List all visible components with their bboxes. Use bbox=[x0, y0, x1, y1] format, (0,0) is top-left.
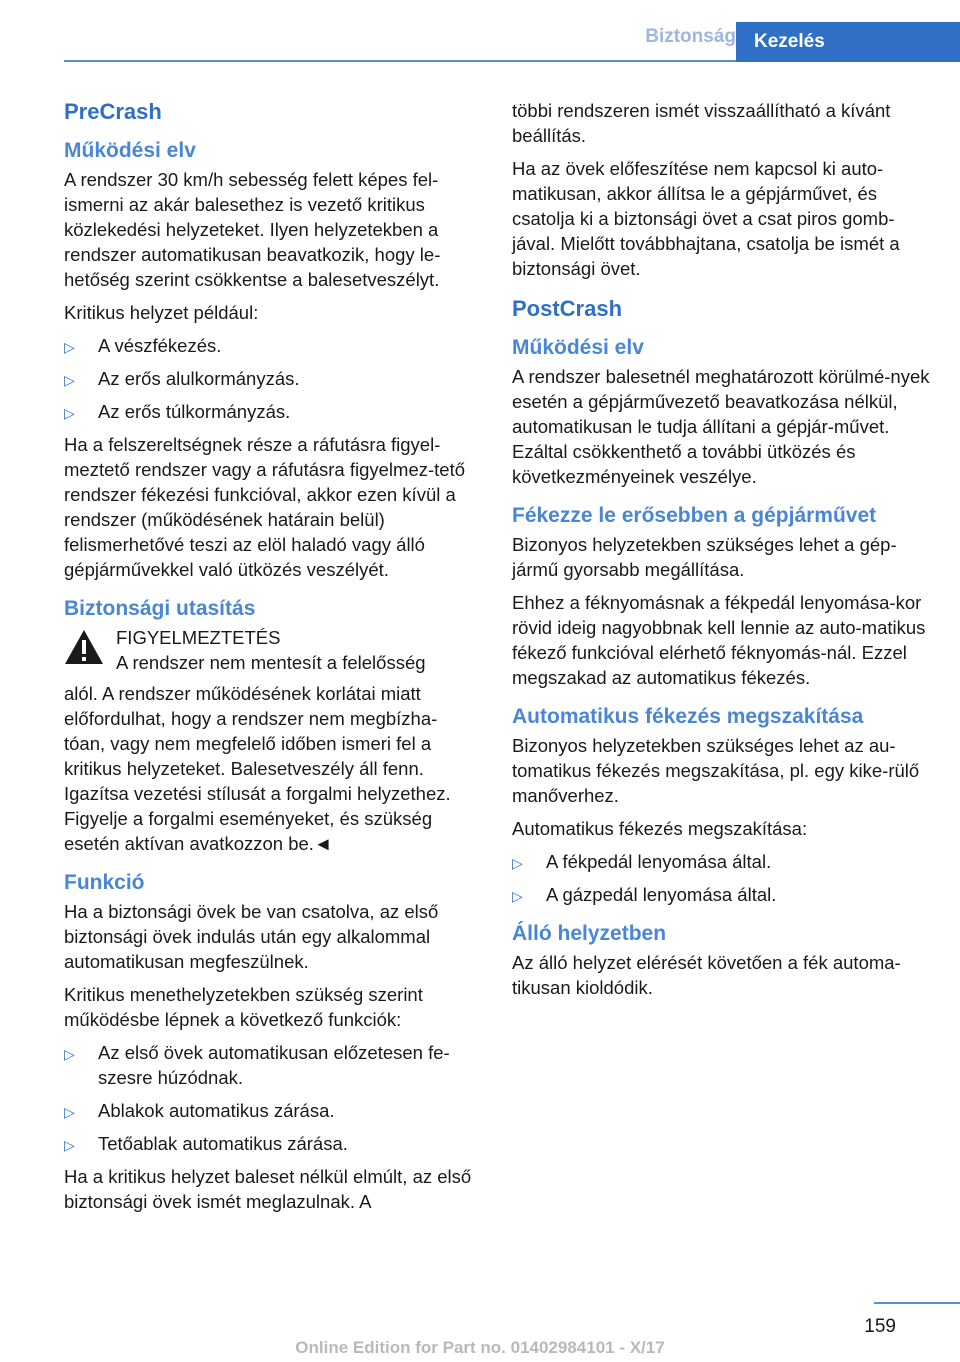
abort-braking-heading: Automatikus fékezés megszakítása bbox=[512, 705, 864, 728]
postcrash-working-text: A rendszer balesetnél meghatározott körülmé-nyek esetén a gépjárművezető beavatkozása nélkül, automatikusan le tudja állítani a gépjár-művet. Ezáltal csökkenthető a további ütközés és következményeinek veszélye. bbox=[512, 366, 930, 487]
working-principle-text: A rendszer 30 km/h sebesség felett képes fel-ismerni az akár balesethez is vezető kritikus közlekedési helyzeteket. Ilyen helyzetekben a rendszer automatikusan beavatkozik, hogy le-hetőség szerint csökkentse a balesetveszélyt. bbox=[64, 169, 441, 290]
bullet-triangle-icon: ▷ bbox=[64, 1104, 75, 1120]
list-item: ▷ A vészfékezés. bbox=[64, 333, 478, 358]
brake-harder-heading: Fékezze le erősebben a gépjárművet bbox=[512, 504, 877, 527]
abort-text: Bizonyos helyzetekben szükséges lehet az au-tomatikus fékezés megszakítása, pl. egy kike-rülő manőverhez. bbox=[512, 735, 920, 806]
postcrash-heading: PostCrash bbox=[512, 296, 623, 321]
emergency-list bbox=[64, 1040, 478, 1156]
critical-intro: Kritikus helyzet például: bbox=[64, 302, 259, 323]
bullet-triangle-icon: ▷ bbox=[64, 1046, 75, 1062]
function-heading: Funkció bbox=[64, 871, 145, 894]
equipment-text: Ha a felszereltségnek része a ráfutásra figyel-meztető rendszer vagy a ráfutásra figyelmez-tető rendszer fékezési funkcióval, akkor ezen kívül a rendszer (működésének határain belül) felismerhetővé teszi az elöl haladó vagy álló gépjárművekkel való ütközés veszélyét. bbox=[64, 434, 466, 580]
list-item: ▷ A fékpedál lenyomása által. bbox=[512, 849, 930, 874]
abort-list bbox=[512, 849, 930, 907]
critical-list bbox=[64, 333, 478, 424]
emergency-intro: Kritikus menethelyzetekben szükség szerint működésbe lépnek a következő funkciók: bbox=[64, 984, 423, 1030]
working-principle-heading-2: Működési elv bbox=[512, 336, 644, 359]
page-number: 159 bbox=[864, 1316, 896, 1337]
left-column bbox=[64, 98, 478, 1222]
working-principle-heading: Működési elv bbox=[64, 139, 196, 162]
safety-heading: Biztonsági utasítás bbox=[64, 597, 256, 620]
list-item: ▷ Tetőablak automatikus zárása. bbox=[64, 1131, 478, 1156]
warning-triangle-icon bbox=[64, 629, 104, 665]
bullet-triangle-icon: ▷ bbox=[64, 339, 75, 355]
header-chapter-tab[interactable]: Kezelés bbox=[736, 22, 960, 62]
bullet-triangle-icon: ▷ bbox=[64, 1137, 75, 1153]
list-item: ▷ A gázpedál lenyomása által. bbox=[512, 882, 930, 907]
warning-text: alól. A rendszer működésének korlátai miatt előfordulhat, hogy a rendszer nem megbízha-tóan, vagy nem megfelelő időben ismeri fel a kritikus helyzeteket. Balesetveszély áll fenn. Igazítsa vezetési stílusát a forgalmi helyzethez. Figyelje a forgalmi eseményeket, és szükség esetén aktívan avatkozzon be.◄ bbox=[64, 683, 451, 854]
brake-text-1: Bizonyos helyzetekben szükséges lehet a gép-jármű gyorsabb megállítása. bbox=[512, 534, 897, 580]
bullet-triangle-icon: ▷ bbox=[64, 372, 75, 388]
after-text: Ha a kritikus helyzet baleset nélkül elmúlt, az első biztonsági övek ismét meglazulnak. A bbox=[64, 1166, 472, 1212]
list-item: ▷ Ablakok automatikus zárása. bbox=[64, 1098, 478, 1123]
standstill-heading: Álló helyzetben bbox=[512, 922, 667, 945]
continuation-text: többi rendszeren ismét visszaállítható a kívánt beállítás. bbox=[512, 100, 891, 146]
footer-edition: Online Edition for Part no. 01402984101 - X/17 bbox=[295, 1338, 665, 1357]
right-column bbox=[512, 98, 930, 1008]
bullet-triangle-icon: ▷ bbox=[512, 855, 523, 871]
list-item: ▷ Az erős alulkormányzás. bbox=[64, 366, 478, 391]
abort-intro: Automatikus fékezés megszakítása: bbox=[512, 818, 808, 839]
page-number-rule bbox=[874, 1302, 960, 1304]
list-item: ▷ Az erős túlkormányzás. bbox=[64, 399, 478, 424]
standstill-text: Az álló helyzet elérését követően a fék automa-tikusan kioldódik. bbox=[512, 952, 901, 998]
bullet-triangle-icon: ▷ bbox=[512, 888, 523, 904]
warning-label: FIGYELMEZTETÉS bbox=[116, 627, 281, 648]
warning-first-line: A rendszer nem mentesít a felelősség bbox=[116, 652, 426, 673]
warning-block bbox=[64, 625, 478, 681]
precrash-heading: PreCrash bbox=[64, 99, 162, 124]
function-text: Ha a biztonsági övek be van csatolva, az első biztonsági övek indulás után egy alkalommal automatikusan megfeszülnek. bbox=[64, 901, 439, 972]
bullet-triangle-icon: ▷ bbox=[64, 405, 75, 421]
brake-text-2: Ehhez a féknyomásnak a fékpedál lenyomása-kor rövid ideig nagyobbnak kell lennie az auto-matikus fékező funkcióval elérhető féknyomás-nál. Ezzel megszakad az automatikus fékezés. bbox=[512, 592, 926, 688]
header-section-label[interactable]: Biztonság bbox=[645, 26, 736, 47]
list-item: ▷ Az első övek automatikusan előzetesen fe-szesre húzódnak. bbox=[64, 1042, 450, 1088]
belt-text: Ha az övek előfeszítése nem kapcsol ki auto-matikusan, akkor állítsa le a gépjárművet, és csatolja ki a biztonsági övet a csat piros gomb-jával. Mielőtt továbbhajtana, csatolja be ismét a biztonsági övet. bbox=[512, 158, 900, 279]
